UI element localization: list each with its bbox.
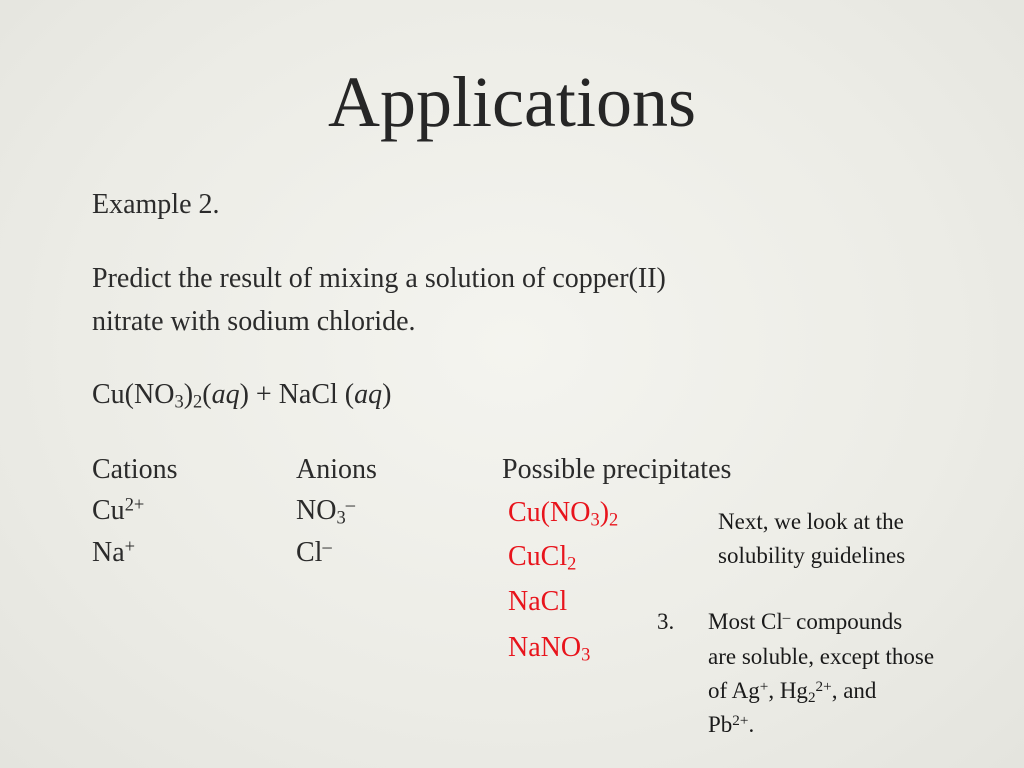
eq-aq-1: aq [211, 379, 240, 410]
cation-na [92, 536, 135, 570]
precip-formula: CuCl [508, 541, 568, 572]
rule-text: Pb [708, 712, 733, 737]
precipitate-cu-no3-2 [508, 496, 618, 530]
cation-cu [92, 494, 144, 528]
rule-line-4 [708, 708, 754, 742]
rule-charge: + [759, 678, 769, 696]
rule-text: Most Cl [708, 609, 783, 634]
precip-sub: 3 [581, 644, 591, 665]
rule-number: 3. [657, 609, 675, 634]
rule-charge: – [782, 609, 791, 627]
precipitate-nacl [508, 585, 567, 619]
rule-charge: 2+ [732, 712, 749, 730]
eq-aq-2: aq [354, 379, 383, 410]
precip-sub: 2 [567, 553, 577, 574]
eq-plus-nacl: ) + NaCl ( [239, 379, 355, 410]
prompt-line-1: Predict the result of mixing a solution of copper(II) [92, 263, 666, 294]
eq-open-aq: ( [202, 379, 212, 410]
anion-sub: 3 [336, 507, 346, 528]
anion-charge: – [345, 494, 355, 515]
cation-charge: + [124, 536, 136, 557]
anions-header: Anions [296, 454, 377, 485]
eq-sub-2: 2 [193, 391, 203, 412]
precip-formula: NaCl [508, 586, 568, 617]
rule-text: compounds [790, 609, 903, 634]
precip-formula-close: ) [599, 497, 610, 528]
rule-text: , and [831, 678, 877, 703]
precip-formula: NaNO [508, 632, 582, 663]
next-note-line-1: Next, we look at the [718, 509, 904, 534]
cation-charge: 2+ [124, 494, 145, 515]
rule-line-1 [708, 605, 902, 639]
precipitate-nano3 [508, 631, 590, 665]
anion-no3 [296, 494, 355, 528]
precip-formula: Cu(NO [508, 497, 591, 528]
anion-charge: – [322, 536, 332, 557]
example-label: Example 2. [92, 189, 220, 220]
cation-symbol: Na [92, 537, 125, 568]
rule-text: of Ag [708, 678, 760, 703]
anion-symbol: Cl [296, 537, 323, 568]
next-note-line-2: solubility guidelines [718, 543, 906, 568]
slide-title: Applications [328, 62, 696, 142]
prompt-line-2: nitrate with sodium chloride. [92, 306, 416, 337]
rule-sub: 2 [807, 688, 816, 706]
anion-cl [296, 536, 332, 570]
rule-text: . [748, 712, 755, 737]
precip-sub: 3 [590, 509, 600, 530]
rule-charge: 2+ [815, 678, 832, 696]
precipitates-header: Possible precipitates [502, 454, 732, 485]
reaction-equation [92, 378, 391, 412]
eq-close: ) [382, 379, 392, 410]
rule-line-3 [708, 674, 876, 708]
eq-reactant-1: Cu(NO [92, 379, 175, 410]
eq-sub-3: 3 [174, 391, 184, 412]
precipitate-cucl2 [508, 540, 576, 574]
precip-sub-2: 2 [609, 509, 619, 530]
cation-symbol: Cu [92, 495, 125, 526]
rule-text: , Hg [768, 678, 808, 703]
eq-paren: ) [183, 379, 194, 410]
anion-symbol: NO [296, 495, 337, 526]
cations-header: Cations [92, 454, 178, 485]
rule-line-2: are soluble, except those [708, 644, 935, 669]
